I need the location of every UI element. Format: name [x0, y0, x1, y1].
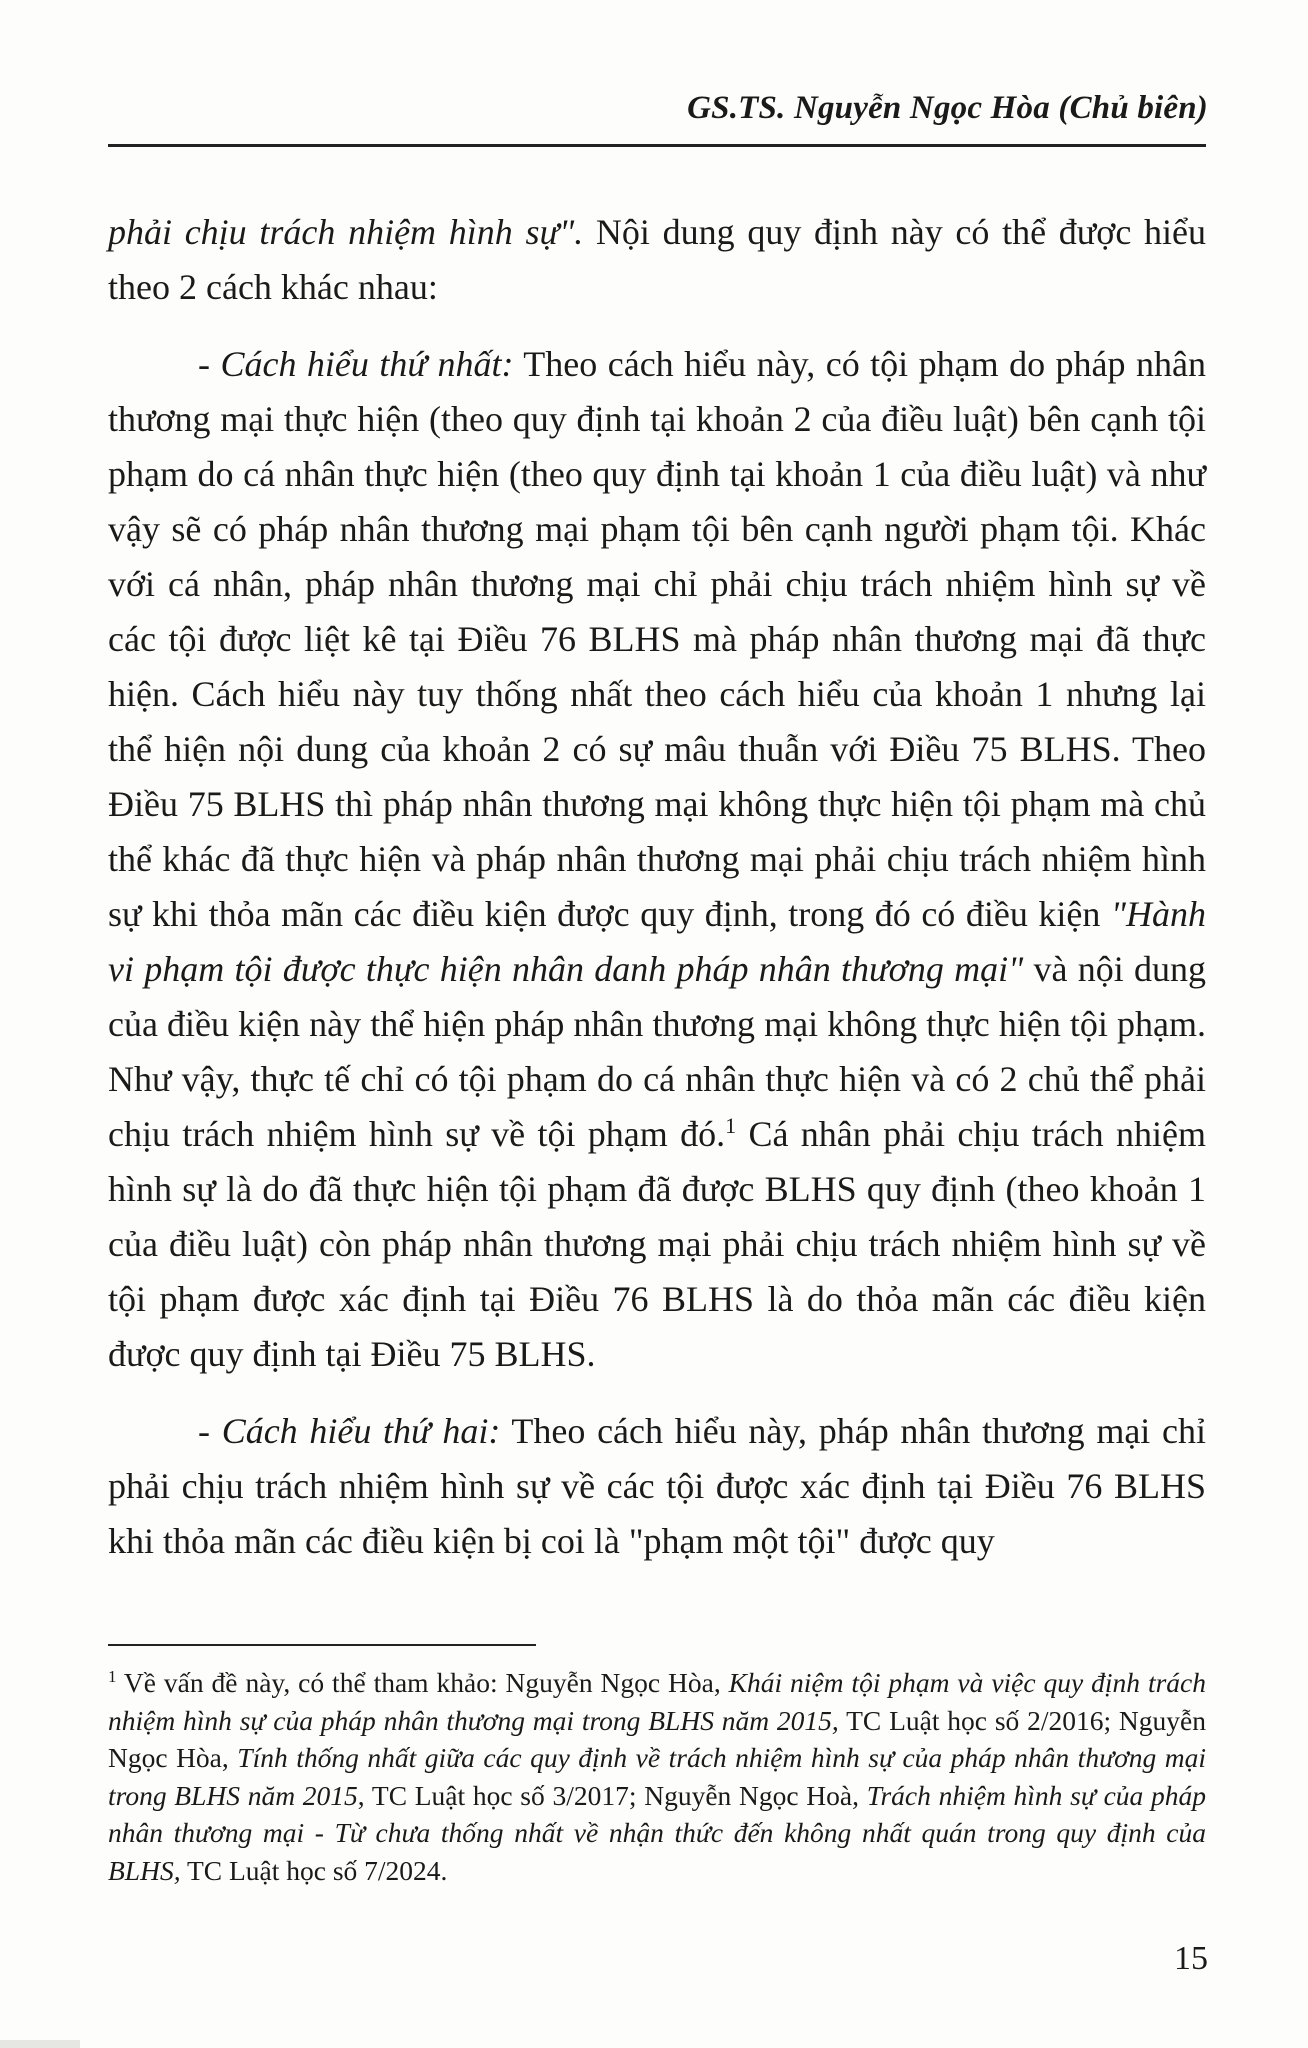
footnote-text-2: TC Luật học số 2/2016; Nguyễn Ngọc Hòa, — [108, 1704, 1207, 1773]
running-header: GS.TS. Nguyễn Ngọc Hòa (Chủ biên) — [687, 90, 1208, 126]
dash: - — [198, 344, 221, 384]
paragraph-3-text: Theo cách hiểu này, pháp nhân thương mại chỉ phải chịu trách nhiệm hình sự về các tội được xác định tại Điều 76 BLHS khi thỏa mãn các điều kiện bị coi là "phạm một tội" được quy — [108, 1411, 1206, 1561]
paragraph-2-text-b: và nội dung của điều kiện này thể hiện pháp nhân thương mại không thực hiện tội phạm. Như vậy, thực tế chỉ có tội phạm do cá nhân thực hiện và có 2 chủ thể phải chịu trách nhiệm hình sự về tội phạm đó. — [108, 949, 1206, 1154]
page-edge-shadow — [0, 2040, 80, 2048]
footnote — [108, 1664, 1206, 1889]
page-number: 15 — [1174, 1940, 1208, 1977]
footnote-citation-3: Trách nhiệm hình sự của pháp nhân thương mại - Từ chưa thống nhất về nhận thức đến không nhất quán trong quy định của BLHS, — [108, 1779, 1206, 1886]
paragraph-2-text-a: Theo cách hiểu này, có tội phạm do pháp nhân thương mại thực hiện (theo quy định tại khoản 2 của điều luật) bên cạnh tội phạm do cá nhân thực hiện (theo quy định tại khoản 1 của điều luật) và như vậy sẽ có pháp nhân thương mại phạm tội bên cạnh người phạm tội. Khác với cá nhân, pháp nhân thương mại chỉ phải chịu trách nhiệm hình sự về các tội được liệt kê tại Điều 76 BLHS mà pháp nhân thương mại đã thực hiện. Cách hiểu này tuy thống nhất theo cách hiểu của khoản 1 nhưng lại thể hiện nội dung của khoản 2 có sự mâu thuẫn với Điều 75 BLHS. Theo Điều 75 BLHS thì pháp nhân thương mại không thực hiện tội phạm mà chủ thể khác đã thực hiện và pháp nhân thương mại phải chịu trách nhiệm hình sự khi thỏa mãn các điều kiện được quy định, trong đó có điều kiện — [108, 344, 1206, 934]
paragraph-first-interpretation — [108, 337, 1206, 1382]
paragraph-1 — [108, 205, 1206, 315]
header-rule — [108, 144, 1206, 147]
body-text — [108, 205, 1206, 1591]
italic-quote-end: phải chịu trách nhiệm hình sự". — [108, 212, 584, 252]
footnote-separator — [108, 1644, 536, 1646]
footnote-text-4: TC Luật học số 7/2024. — [180, 1854, 448, 1886]
dash: - — [198, 1411, 222, 1451]
footnote-reference[interactable]: 1 — [725, 1113, 737, 1138]
footnote-citation-1: Khái niệm tội phạm và việc quy định trách nhiệm hình sự của pháp nhân thương mại trong BLHS năm 2015, — [108, 1667, 1207, 1736]
footnote-citation-2: Tính thống nhất giữa các quy định về trách nhiệm hình sự của pháp nhân thương mại trong BLHS năm 2015 — [108, 1742, 1207, 1811]
footnote-text-1: Về vấn đề này, có thể tham khảo: Nguyễn Ngọc Hòa, — [116, 1667, 729, 1698]
quoted-condition: "Hành vi phạm tội được thực hiện nhân danh pháp nhân thương mại" — [108, 894, 1206, 989]
paragraph-second-interpretation — [108, 1404, 1206, 1569]
footnote-text-3: , TC Luật học số 3/2017; Nguyễn Ngọc Hoà, — [357, 1779, 867, 1811]
footnote-number: 1 — [108, 1666, 117, 1686]
first-interpretation-heading: Cách hiểu thứ nhất: — [220, 344, 514, 384]
second-interpretation-heading: Cách hiểu thứ hai: — [221, 1411, 501, 1451]
paragraph-1-text: Nội dung quy định này có thể được hiểu theo 2 cách khác nhau: — [108, 212, 1206, 307]
paragraph-2-text-c: Cá nhân phải chịu trách nhiệm hình sự là do đã thực hiện tội phạm đã được BLHS quy định (theo khoản 1 của điều luật) còn pháp nhân thương mại phải chịu trách nhiệm hình sự về tội phạm được xác định tại Điều 76 BLHS là do thỏa mãn các điều kiện được quy định tại Điều 75 BLHS. — [108, 1114, 1206, 1374]
